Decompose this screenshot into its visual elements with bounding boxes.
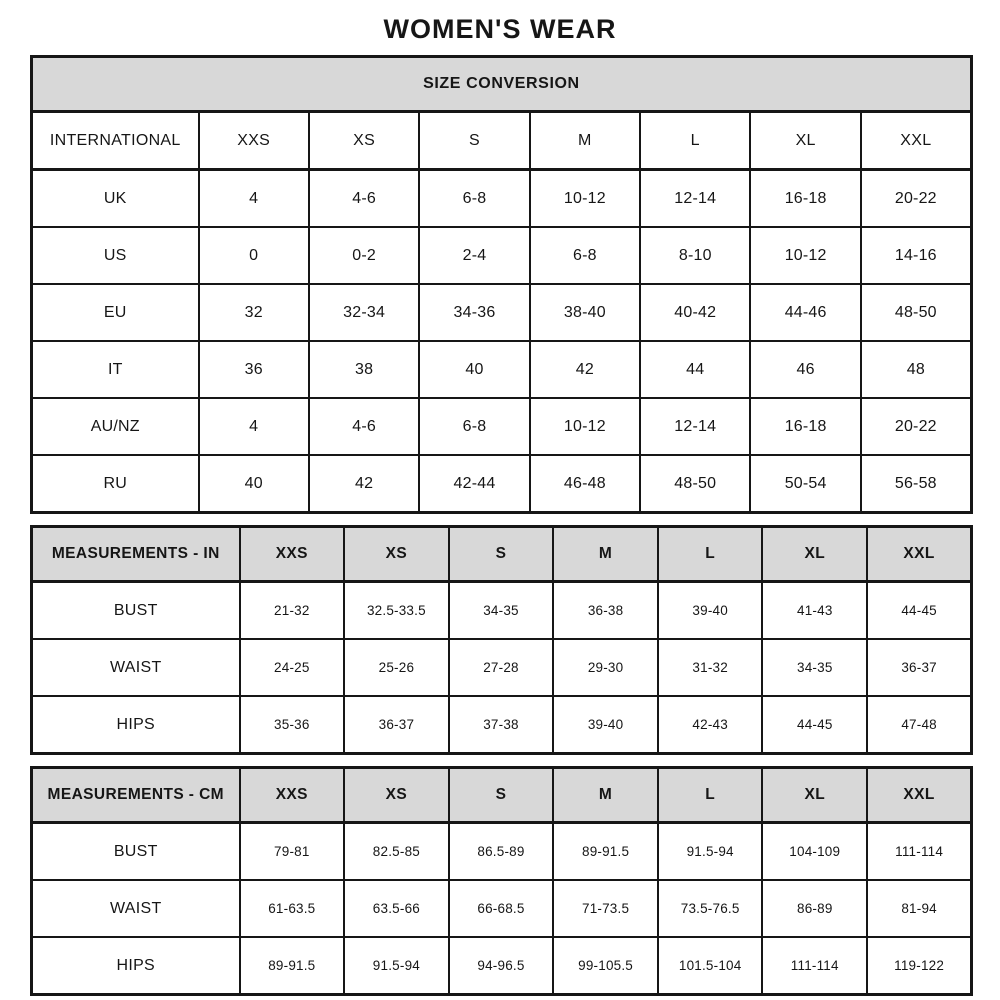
- cell: 48-50: [861, 284, 971, 341]
- cell: 0-2: [309, 227, 419, 284]
- cell: 14-16: [861, 227, 971, 284]
- cell: 34-35: [449, 582, 554, 640]
- cell: 66-68.5: [449, 880, 554, 937]
- cell: 39-40: [658, 582, 763, 640]
- cell: 44-45: [867, 582, 972, 640]
- table-row: [32, 341, 972, 398]
- cell: 86-89: [762, 880, 867, 937]
- header-size-xxs: XXS: [240, 527, 345, 582]
- cell: 104-109: [762, 823, 867, 881]
- table-row: [32, 937, 972, 995]
- cell: 44-46: [750, 284, 860, 341]
- table-row: [32, 880, 972, 937]
- header-row: [32, 527, 972, 582]
- cell: 48: [861, 341, 971, 398]
- header-size-m: M: [553, 768, 658, 823]
- row-label: IT: [32, 341, 199, 398]
- table-row: [32, 284, 972, 341]
- table-banner: SIZE CONVERSION: [32, 57, 972, 112]
- header-label: MEASUREMENTS - IN: [32, 527, 240, 582]
- header-size-l: L: [640, 112, 750, 170]
- header-size-xl: XL: [762, 527, 867, 582]
- cell: 86.5-89: [449, 823, 554, 881]
- row-label: AU/NZ: [32, 398, 199, 455]
- cell: 2-4: [419, 227, 529, 284]
- table-row: [32, 398, 972, 455]
- cell: 36-37: [344, 696, 449, 754]
- header-size-xs: XS: [344, 527, 449, 582]
- cell: 82.5-85: [344, 823, 449, 881]
- cell: 36-38: [553, 582, 658, 640]
- header-size-xl: XL: [750, 112, 860, 170]
- cell: 16-18: [750, 398, 860, 455]
- cell: 12-14: [640, 398, 750, 455]
- cell: 89-91.5: [553, 823, 658, 881]
- cell: 40: [199, 455, 309, 513]
- cell: 47-48: [867, 696, 972, 754]
- page-title: WOMEN'S WEAR: [383, 14, 617, 44]
- cell: 91.5-94: [344, 937, 449, 995]
- cell: 20-22: [861, 398, 971, 455]
- cell: 10-12: [750, 227, 860, 284]
- row-label: RU: [32, 455, 199, 513]
- table-row: [32, 455, 972, 513]
- cell: 119-122: [867, 937, 972, 995]
- header-size-xl: XL: [762, 768, 867, 823]
- header-size-m: M: [530, 112, 640, 170]
- cell: 10-12: [530, 398, 640, 455]
- cell: 35-36: [240, 696, 345, 754]
- table-row: [32, 696, 972, 754]
- cell: 4-6: [309, 398, 419, 455]
- cell: 0: [199, 227, 309, 284]
- cell: 31-32: [658, 639, 763, 696]
- cell: 38: [309, 341, 419, 398]
- cell: 40-42: [640, 284, 750, 341]
- header-size-xxl: XXL: [867, 527, 972, 582]
- cell: 6-8: [530, 227, 640, 284]
- cell: 46-48: [530, 455, 640, 513]
- cell: 63.5-66: [344, 880, 449, 937]
- table-row: [32, 582, 972, 640]
- cell: 25-26: [344, 639, 449, 696]
- cell: 111-114: [762, 937, 867, 995]
- cell: 46: [750, 341, 860, 398]
- table-row: [32, 170, 972, 228]
- tables-container: [30, 55, 970, 996]
- cell: 24-25: [240, 639, 345, 696]
- header-size-xxs: XXS: [240, 768, 345, 823]
- row-label: EU: [32, 284, 199, 341]
- table-measurements-cm: [30, 766, 973, 996]
- cell: 81-94: [867, 880, 972, 937]
- table-measurements-in: [30, 525, 973, 755]
- cell: 50-54: [750, 455, 860, 513]
- row-label: US: [32, 227, 199, 284]
- cell: 8-10: [640, 227, 750, 284]
- row-label: WAIST: [32, 639, 240, 696]
- cell: 101.5-104: [658, 937, 763, 995]
- cell: 42-44: [419, 455, 529, 513]
- header-size-m: M: [553, 527, 658, 582]
- cell: 32: [199, 284, 309, 341]
- header-row: [32, 112, 972, 170]
- cell: 4: [199, 170, 309, 228]
- cell: 48-50: [640, 455, 750, 513]
- cell: 79-81: [240, 823, 345, 881]
- cell: 42: [309, 455, 419, 513]
- cell: 6-8: [419, 398, 529, 455]
- cell: 61-63.5: [240, 880, 345, 937]
- table-row: [32, 227, 972, 284]
- cell: 4: [199, 398, 309, 455]
- cell: 41-43: [762, 582, 867, 640]
- cell: 29-30: [553, 639, 658, 696]
- cell: 40: [419, 341, 529, 398]
- header-label: INTERNATIONAL: [32, 112, 199, 170]
- header-row: [32, 768, 972, 823]
- header-size-xxs: XXS: [199, 112, 309, 170]
- cell: 42-43: [658, 696, 763, 754]
- row-label: WAIST: [32, 880, 240, 937]
- cell: 89-91.5: [240, 937, 345, 995]
- cell: 39-40: [553, 696, 658, 754]
- table-banner-row: [32, 57, 972, 112]
- table-size-conversion: [30, 55, 973, 514]
- header-size-l: L: [658, 527, 763, 582]
- table-row: [32, 639, 972, 696]
- header-size-xs: XS: [309, 112, 419, 170]
- table-row: [32, 823, 972, 881]
- cell: 21-32: [240, 582, 345, 640]
- header-label: MEASUREMENTS - CM: [32, 768, 240, 823]
- cell: 94-96.5: [449, 937, 554, 995]
- cell: 6-8: [419, 170, 529, 228]
- cell: 4-6: [309, 170, 419, 228]
- cell: 34-36: [419, 284, 529, 341]
- cell: 44-45: [762, 696, 867, 754]
- cell: 32-34: [309, 284, 419, 341]
- header-size-l: L: [658, 768, 763, 823]
- cell: 27-28: [449, 639, 554, 696]
- cell: 111-114: [867, 823, 972, 881]
- header-size-xxl: XXL: [861, 112, 971, 170]
- cell: 16-18: [750, 170, 860, 228]
- row-label: UK: [32, 170, 199, 228]
- cell: 32.5-33.5: [344, 582, 449, 640]
- header-size-s: S: [449, 768, 554, 823]
- cell: 20-22: [861, 170, 971, 228]
- cell: 10-12: [530, 170, 640, 228]
- header-size-s: S: [419, 112, 529, 170]
- cell: 99-105.5: [553, 937, 658, 995]
- cell: 34-35: [762, 639, 867, 696]
- cell: 38-40: [530, 284, 640, 341]
- header-size-xxl: XXL: [867, 768, 972, 823]
- cell: 37-38: [449, 696, 554, 754]
- row-label: BUST: [32, 582, 240, 640]
- row-label: BUST: [32, 823, 240, 881]
- cell: 44: [640, 341, 750, 398]
- cell: 36-37: [867, 639, 972, 696]
- cell: 36: [199, 341, 309, 398]
- cell: 91.5-94: [658, 823, 763, 881]
- cell: 56-58: [861, 455, 971, 513]
- row-label: HIPS: [32, 937, 240, 995]
- cell: 12-14: [640, 170, 750, 228]
- cell: 42: [530, 341, 640, 398]
- row-label: HIPS: [32, 696, 240, 754]
- header-size-xs: XS: [344, 768, 449, 823]
- cell: 71-73.5: [553, 880, 658, 937]
- header-size-s: S: [449, 527, 554, 582]
- cell: 73.5-76.5: [658, 880, 763, 937]
